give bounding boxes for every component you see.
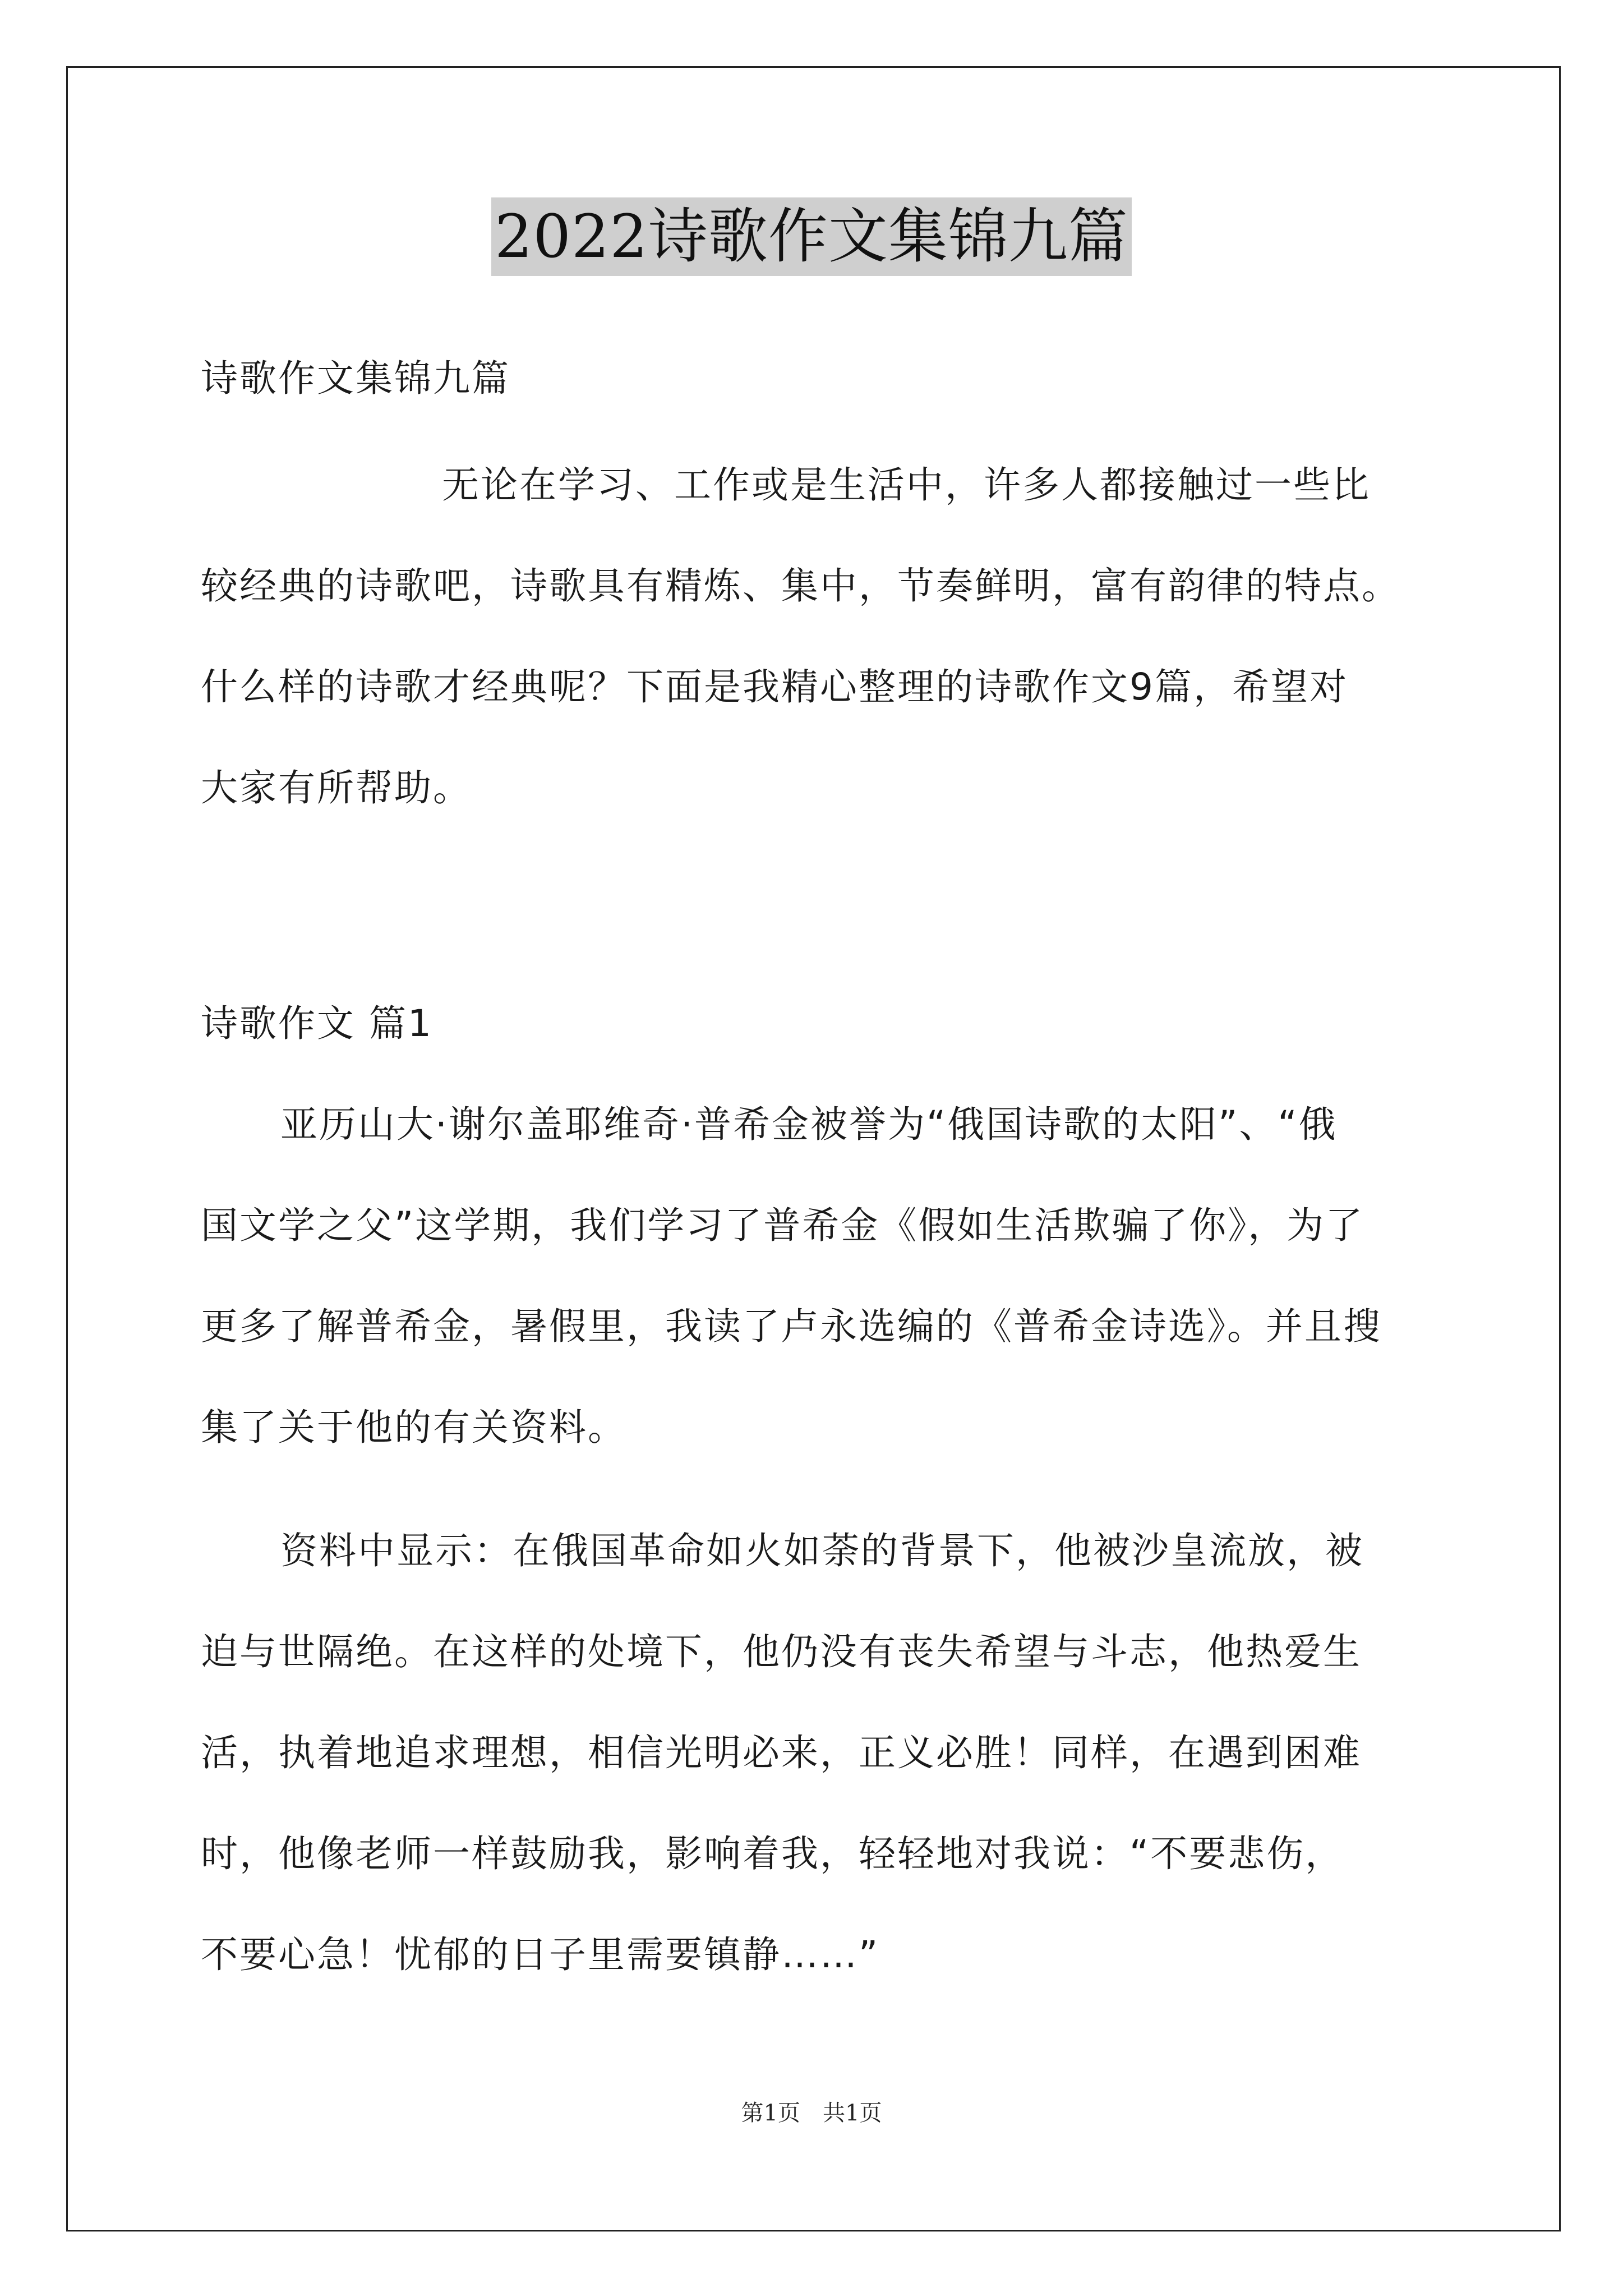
intro-line: 什么样的诗歌才经典呢？下面是我精心整理的诗歌作文9篇，希望对 (201, 665, 1348, 708)
paragraph-line: 时，他像老师一样鼓励我，影响着我，轻轻地对我说：“不要悲伤， (201, 1832, 1344, 1875)
paragraph-line: 国文学之父”这学期，我们学习了普希金《假如生活欺骗了你》，为了 (201, 1204, 1364, 1247)
document-subtitle: 诗歌作文集锦九篇 (201, 357, 510, 400)
intro-line: 大家有所帮助。 (201, 766, 472, 809)
paragraph-line: 更多了解普希金，暑假里，我读了卢永选编的《普希金诗选》。并且搜 (201, 1305, 1382, 1348)
paragraph-line: 迫与世隔绝。在这样的处境下，他仍没有丧失希望与斗志，他热爱生 (201, 1630, 1362, 1673)
section-heading: 诗歌作文 篇1 (201, 1002, 433, 1045)
document-title: 2022诗歌作文集锦九篇 (491, 197, 1132, 276)
intro-line: 无论在学习、工作或是生活中，许多人都接触过一些比 (442, 463, 1371, 507)
paragraph-line: 不要心急！忧郁的日子里需要镇静……” (201, 1933, 880, 1976)
paragraph-line: 资料中显示：在俄国革命如火如荼的背景下，他被沙皇流放，被 (280, 1529, 1364, 1572)
title-wrap (0, 197, 1623, 276)
paragraph-line: 亚历山大·谢尔盖耶维奇·普希金被誉为“俄国诗歌的太阳”、“俄 (280, 1103, 1338, 1146)
paragraph-line: 集了关于他的有关资料。 (201, 1406, 626, 1449)
paragraph-line: 活，执着地追求理想，相信光明必来，正义必胜！同样，在遇到困难 (201, 1731, 1362, 1774)
page-total: 共1页 (823, 2100, 882, 2126)
intro-line: 较经典的诗歌吧，诗歌具有精炼、集中，节奏鲜明，富有韵律的特点。 (201, 564, 1400, 608)
page-number: 第1页 (741, 2100, 800, 2126)
page-footer (0, 2095, 1623, 2127)
